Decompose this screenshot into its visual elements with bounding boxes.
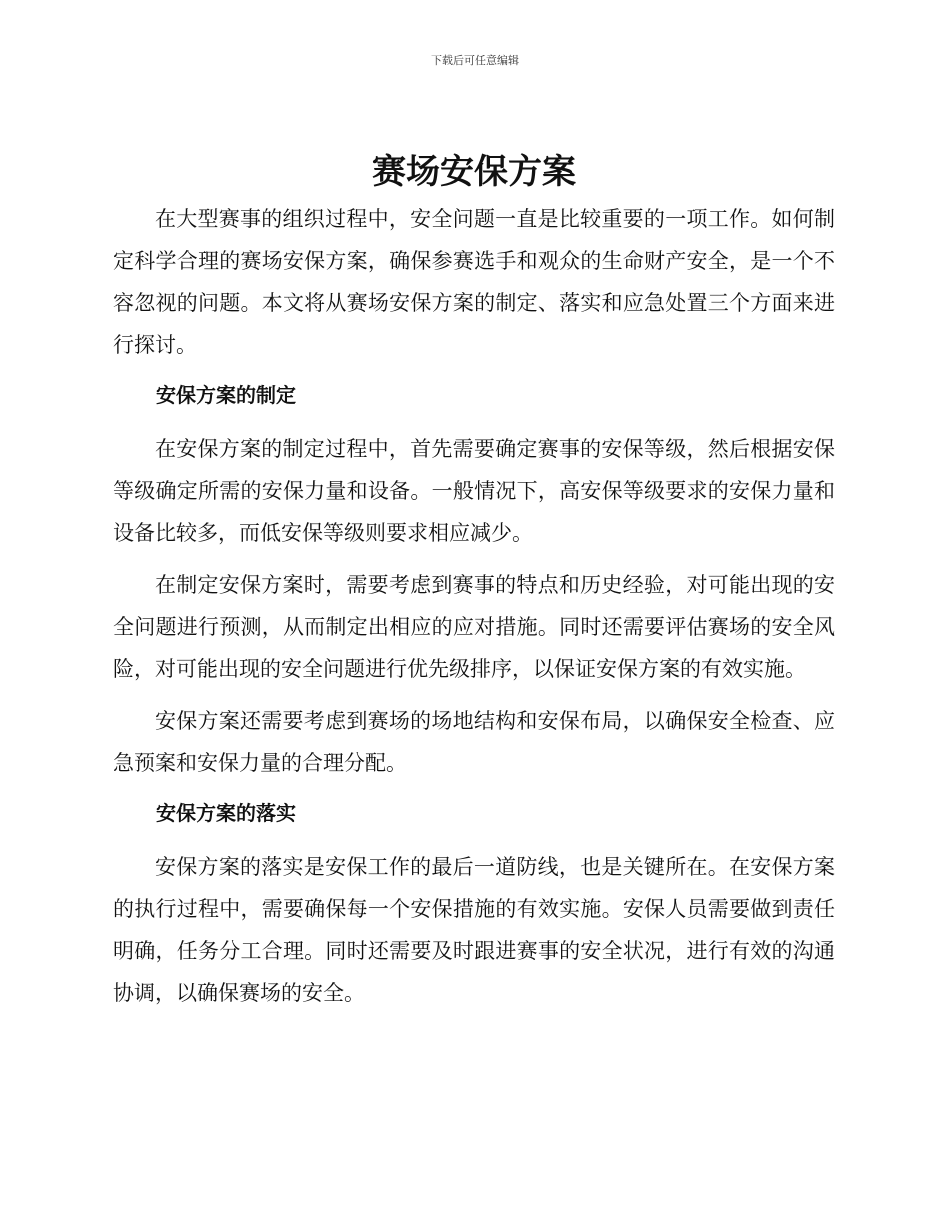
document-title: 赛场安保方案 bbox=[372, 152, 576, 192]
paragraph: 在安保方案的制定过程中，首先需要确定赛事的安保等级，然后根据安保等级确定所需的安保力量和设备。一般情况下，高安保等级要求的安保力量和设备比较多，而低安保等级则要求相应减少。 bbox=[113, 437, 835, 545]
paragraph: 在制定安保方案时，需要考虑到赛事的特点和历史经验，对可能出现的安全问题进行预测，从而制定出相应的应对措施。同时还需要评估赛场的安全风险，对可能出现的安全问题进行优先级排序，以保证安保方案的有效实施。 bbox=[113, 573, 835, 681]
intro-paragraph: 在大型赛事的组织过程中，安全问题一直是比较重要的一项工作。如何制定科学合理的赛场安保方案，确保参赛选手和观众的生命财产安全，是一个不容忽视的问题。本文将从赛场安保方案的制定、落实和应急处置三个方面来进行探讨。 bbox=[113, 207, 835, 357]
document-body bbox=[113, 148, 835, 1024]
section-heading-formulation: 安保方案的制定 bbox=[156, 383, 296, 407]
section-heading-implementation: 安保方案的落实 bbox=[156, 801, 296, 825]
header-note: 下载后可任意编辑 bbox=[431, 54, 519, 67]
paragraph: 安保方案的落实是安保工作的最后一道防线，也是关键所在。在安保方案的执行过程中，需要确保每一个安保措施的有效实施。安保人员需要做到责任明确，任务分工合理。同时还需要及时跟进赛事的安全状况，进行有效的沟通协调，以确保赛场的安全。 bbox=[113, 855, 835, 1005]
paragraph: 安保方案还需要考虑到赛场的场地结构和安保布局，以确保安全检查、应急预案和安保力量的合理分配。 bbox=[113, 709, 835, 775]
